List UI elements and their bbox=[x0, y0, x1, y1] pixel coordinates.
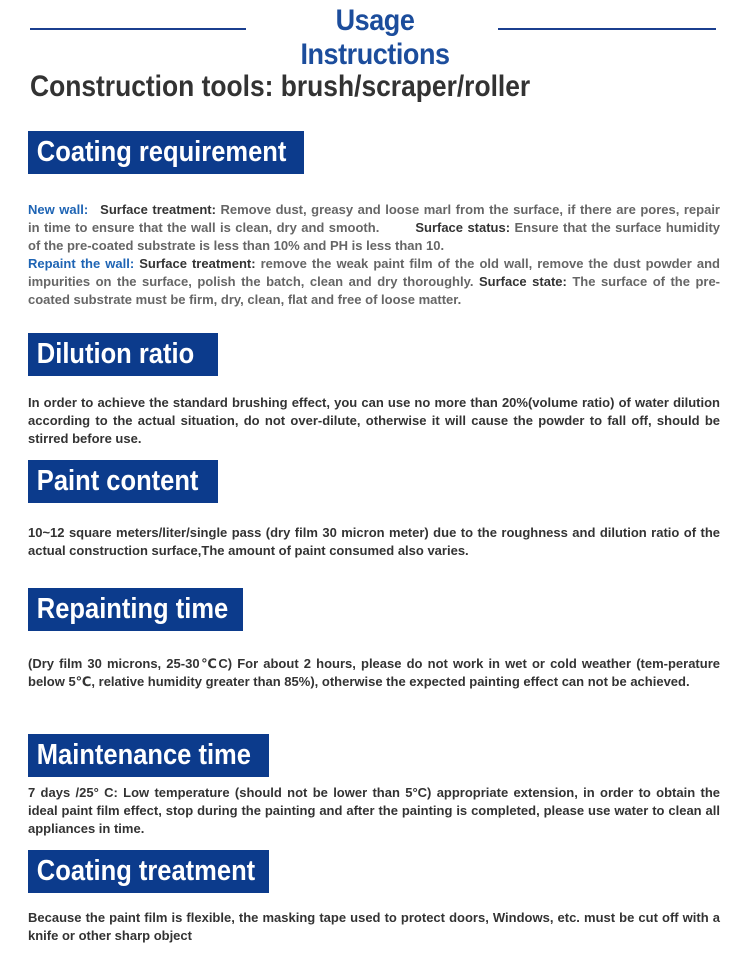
repaint-state-text: The surface of the pre-coated substrate must be firm, dry, clean, flat and free of loose matter. bbox=[28, 274, 721, 307]
repaint-state-label: Surface state: bbox=[478, 274, 567, 289]
maintenance-time-text: 7 days /25° C: Low temperature (should not be lower than 5°C) appropriate extension, in order to obtain the ideal paint film effect, stop during the painting and after the painting is completed, please use water to clean all appliances in time. bbox=[28, 785, 720, 836]
dilution-ratio-text: In order to achieve the standard brushing effect, you can use no more than 20%(volume ratio) of water dilution according to the actual situation, do not over-dilute, otherwise it will cause the powder to fall off, should be stirred before use. bbox=[28, 395, 720, 446]
paint-content-text: 10~12 square meters/liter/single pass (dry film 30 micron meter) due to the roughness and dilution ratio of the actual construction surface,The amount of paint consumed also varies. bbox=[28, 525, 720, 558]
heading-paint-content: Paint content bbox=[28, 460, 218, 503]
coating-treatment-text: Because the paint film is flexible, the masking tape used to protect doors, Windows, etc. must be cut off with a knife or other sharp object bbox=[28, 910, 720, 943]
title-divider-left bbox=[30, 28, 246, 30]
new-wall-treatment-text: Remove dust, greasy and loose marl from the surface, if there are pores, repair in time to ensure that the wall is clean, dry and smooth. bbox=[28, 202, 720, 235]
heading-dilution-ratio: Dilution ratio bbox=[28, 333, 218, 376]
heading-coating-treatment: Coating treatment bbox=[28, 850, 269, 893]
heading-coating-requirement: Coating requirement bbox=[28, 131, 304, 174]
repaint-treatment-text: remove the weak paint film of the old wall, remove the dust powder and impurities on the surface, polish the batch, clean and dry thoroughly. bbox=[28, 256, 720, 289]
heading-repainting-time: Repainting time bbox=[28, 588, 243, 631]
heading-maintenance-time: Maintenance time bbox=[28, 734, 269, 777]
repainting-time-text: (Dry film 30 microns, 25-30℃C) For about 2 hours, please do not work in wet or cold weather (tem-perature below 5℃, relative humidity greater than 85%), otherwise the expected painting effect can not be achieved. bbox=[28, 656, 720, 689]
page-title: Usage Instructions bbox=[300, 4, 450, 71]
new-wall-treatment-label: Surface treatment: bbox=[100, 202, 216, 217]
new-wall-status-text: Ensure that the surface humidity of the pre-coated substrate is less than 10% and PH is less than 10. bbox=[28, 220, 721, 253]
new-wall-label: New wall: bbox=[28, 202, 89, 217]
title-divider-right bbox=[498, 28, 716, 30]
repaint-treatment-label: Surface treatment: bbox=[139, 256, 256, 271]
coating-requirement-text bbox=[28, 201, 720, 309]
repaint-label: Repaint the wall: bbox=[28, 256, 135, 271]
title-banner bbox=[0, 4, 750, 71]
tools-line: Construction tools: brush/scraper/roller bbox=[30, 70, 531, 103]
new-wall-status-label: Surface status: bbox=[415, 220, 511, 235]
